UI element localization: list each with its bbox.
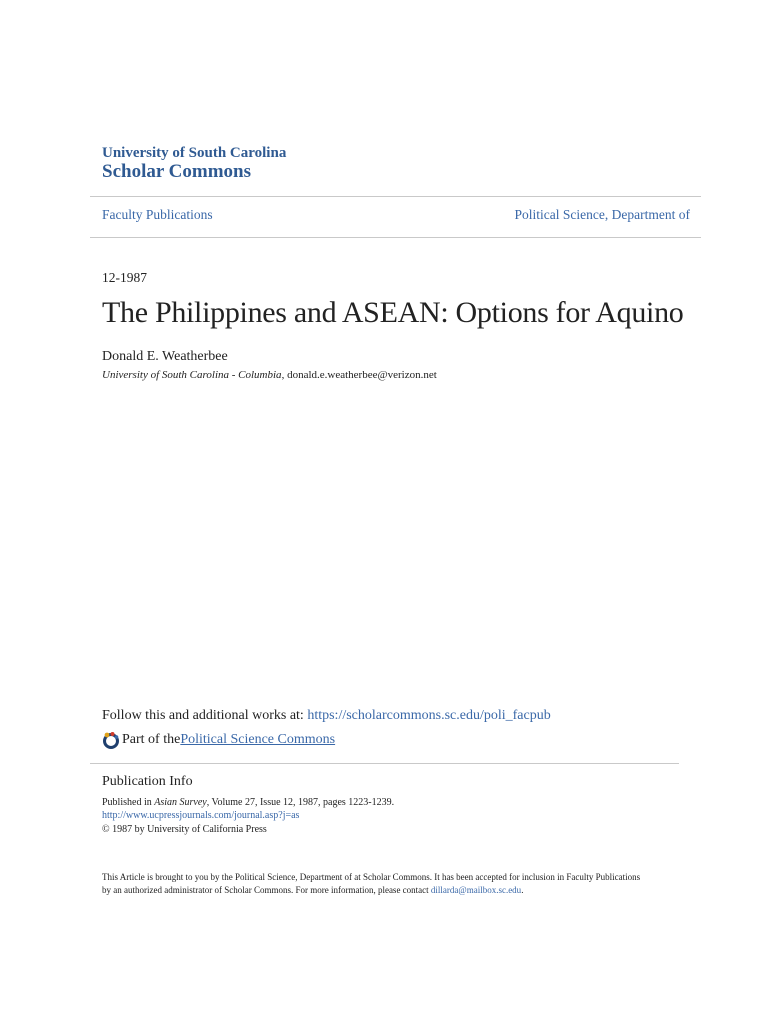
- footer-line2-text: by an authorized administrator of Scholar Commons. For more information, please contact: [102, 885, 431, 895]
- journal-name: Asian Survey: [154, 797, 207, 808]
- copyright-line: © 1987 by University of California Press: [102, 824, 267, 835]
- follow-label: Follow this and additional works at:: [102, 708, 308, 723]
- publication-date: 12-1987: [102, 270, 147, 285]
- author-name: Donald E. Weatherbee: [102, 349, 228, 364]
- divider-nav: [90, 237, 701, 238]
- collection-url-link[interactable]: https://scholarcommons.sc.edu/poli_facpub: [307, 708, 551, 723]
- divider-top: [90, 196, 701, 197]
- publication-info-heading: Publication Info: [102, 774, 193, 789]
- university-name: University of South Carolina: [102, 145, 287, 161]
- department-link[interactable]: Political Science, Department of: [514, 207, 690, 222]
- political-science-commons-link[interactable]: Political Science Commons: [180, 732, 336, 747]
- repository-name[interactable]: Scholar Commons: [102, 161, 252, 182]
- footer-line2-end: .: [521, 885, 524, 895]
- article-title: The Philippines and ASEAN: Options for Aquino: [102, 296, 684, 329]
- published-in-prefix: Published in: [102, 797, 155, 808]
- author-email: donald.e.weatherbee@verizon.net: [287, 369, 437, 381]
- part-of-label: Part of the: [122, 732, 181, 747]
- follow-line: [102, 708, 551, 724]
- affiliation-text: University of South Carolina - Columbia: [102, 369, 282, 381]
- faculty-publications-link[interactable]: Faculty Publications: [102, 207, 213, 222]
- digital-commons-network-icon: [102, 731, 120, 749]
- contact-email-link[interactable]: dillarda@mailbox.sc.edu: [430, 885, 522, 895]
- author-affiliation: [102, 369, 437, 381]
- footer-notice-line2: [102, 885, 523, 895]
- divider-pubinfo: [90, 763, 679, 764]
- part-of-line: [102, 731, 335, 749]
- publication-details: , Volume 27, Issue 12, 1987, pages 1223-1239.: [206, 797, 395, 808]
- footer-notice-line1: This Article is brought to you by the Political Science, Department of at Scholar Commons. It has been accepted for inclusion in Faculty Publications: [102, 872, 641, 882]
- journal-url-link[interactable]: http://www.ucpressjournals.com/journal.asp?j=as: [102, 810, 300, 821]
- affiliation-separator: ,: [281, 369, 288, 381]
- published-in-line: [102, 797, 394, 808]
